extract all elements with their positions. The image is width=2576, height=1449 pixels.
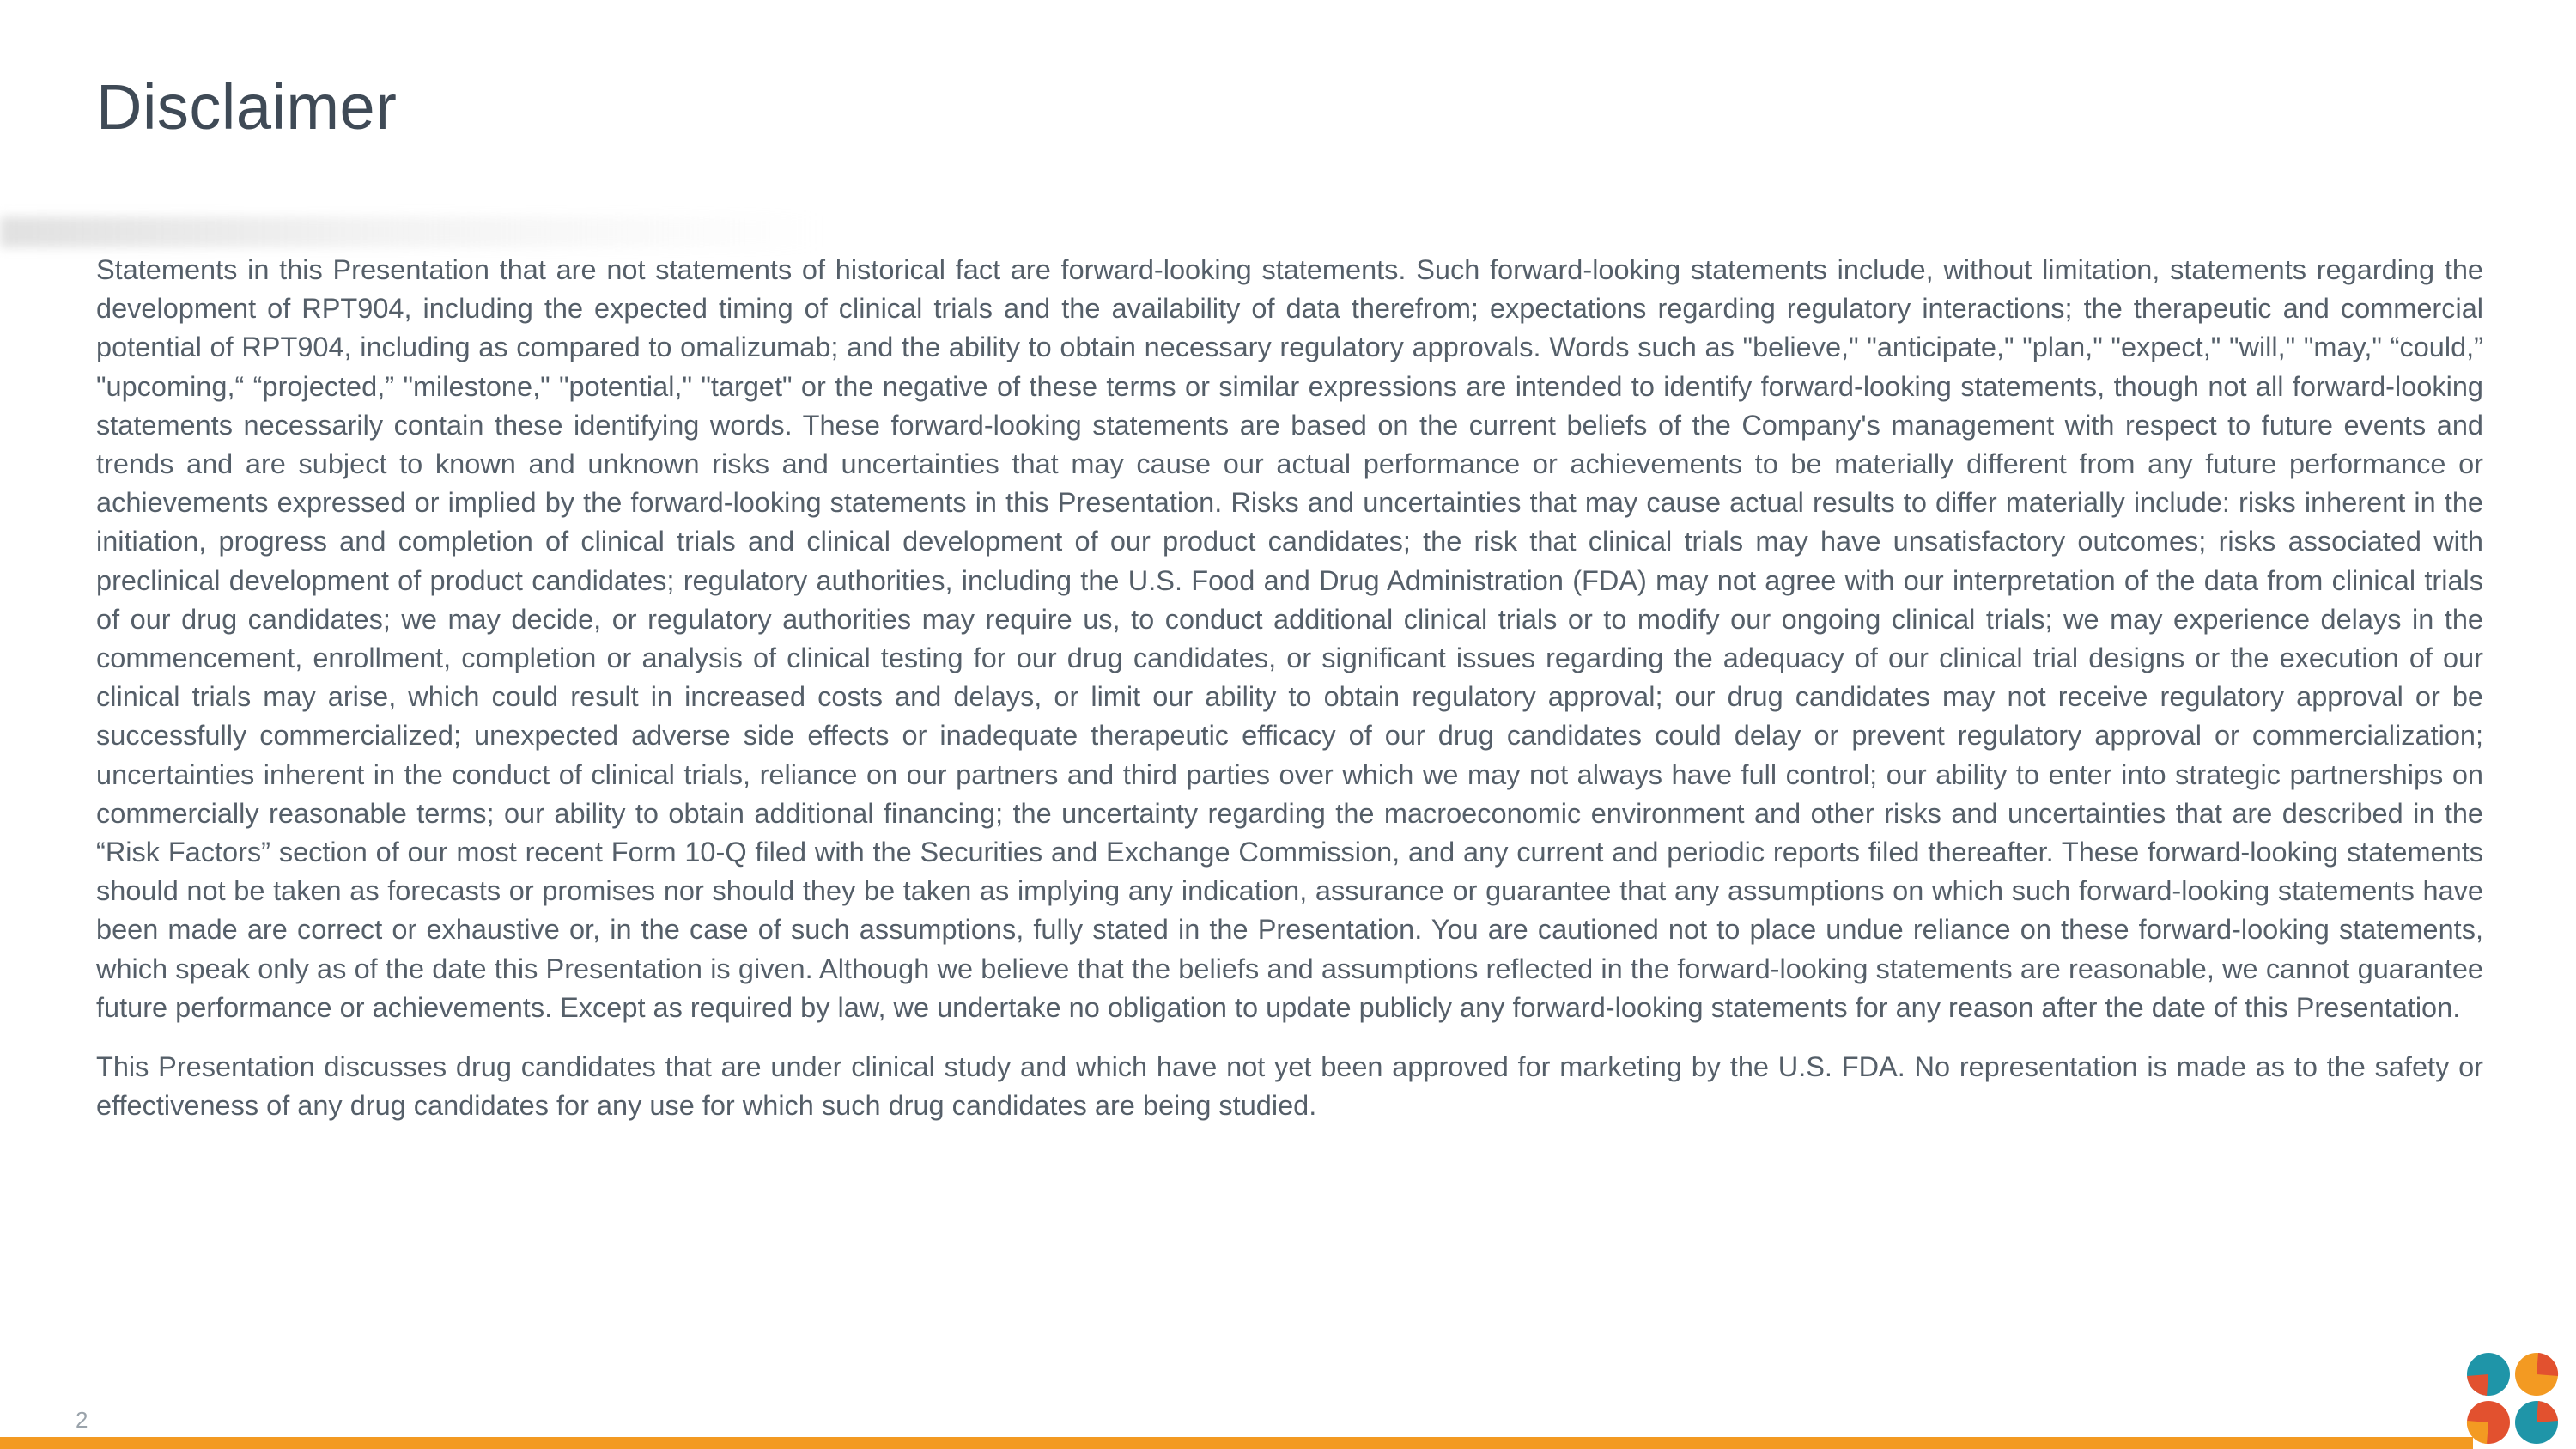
- disclaimer-body: [96, 251, 2483, 1125]
- disclaimer-paragraph-fda: This Presentation discusses drug candidates that are under clinical study and which have not yet been approved for marketing by the U.S. FDA. No representation is made as to the safety or effectiveness of any drug candidates for any use for which such drug candidates are being studied.: [96, 1051, 2483, 1122]
- title-divider-shadow: [0, 216, 824, 247]
- disclaimer-paragraph-forward-looking: Statements in this Presentation that are not statements of historical fact are forward-looking statements. Such forward-looking statements include, without limitation, statements regarding the development of RPT904, including the expected timing of clinical trials and the availability of data therefrom; expectations regarding regulatory interactions; the therapeutic and commercial potential of RPT904, including as compared to omalizumab; and the ability to obtain necessary regulatory approvals. Words such as "believe," "anticipate," "plan," "expect," "will," "may," “could,” "upcoming,“ “projected,” "milestone," "potential," "target" or the negative of these terms or similar expressions are intended to identify forward-looking statements, though not all forward-looking statements necessarily contain these identifying words. These forward-looking statements are based on the current beliefs of the Company's management with respect to future events and trends and are subject to known and unknown risks and uncertainties that may cause our actual performance or achievements to be materially different from any future performance or achievements expressed or implied by the forward-looking statements in this Presentation. Risks and uncertainties that may cause actual results to differ materially include: risks inherent in the initiation, progress and completion of clinical trials and clinical development of our product candidates; the risk that clinical trials may have unsatisfactory outcomes; risks associated with preclinical development of product candidates; regulatory authorities, including the U.S. Food and Drug Administration (FDA) may not agree with our interpretation of the data from clinical trials of our drug candidates; we may decide, or regulatory authorities may require us, to conduct additional clinical trials or to modify our ongoing clinical trials; we may experience delays in the commencement, enrollment, completion or analysis of clinical testing for our drug candidates, or significant issues regarding the adequacy of our clinical trial designs or the execution of our clinical trials may arise, which could result in increased costs and delays, or limit our ability to obtain regulatory approval; our drug candidates may not receive regulatory approval or be successfully commercialized; unexpected adverse side effects or inadequate therapeutic efficacy of our drug candidates could delay or prevent regulatory approval or commercialization; uncertainties inherent in the conduct of clinical trials, reliance on our partners and third parties over which we may not always have full control; our ability to enter into strategic partnerships on commercially reasonable terms; our ability to obtain additional financing; the uncertainty regarding the macroeconomic environment and other risks and uncertainties that are described in the “Risk Factors” section of our most recent Form 10-Q filed with the Securities and Exchange Commission, and any current and periodic reports filed thereafter. These forward-looking statements should not be taken as forecasts or promises nor should they be taken as implying any indication, assurance or guarantee that any assumptions on which such forward-looking statements have been made are correct or exhaustive or, in the case of such assumptions, fully stated in the Presentation. You are cautioned not to place undue reliance on these forward-looking statements, which speak only as of the date this Presentation is given. Although we believe that the beliefs and assumptions reflected in the forward-looking statements are reasonable, we cannot guarantee future performance or achievements. Except as required by law, we undertake no obligation to update publicly any forward-looking statements for any reason after the date of this Presentation.: [96, 254, 2483, 1023]
- page-title: Disclaimer: [96, 71, 398, 143]
- bottom-accent-bar: [0, 1437, 2473, 1449]
- company-logo-icon: [2464, 1350, 2561, 1446]
- page-number: 2: [76, 1407, 88, 1433]
